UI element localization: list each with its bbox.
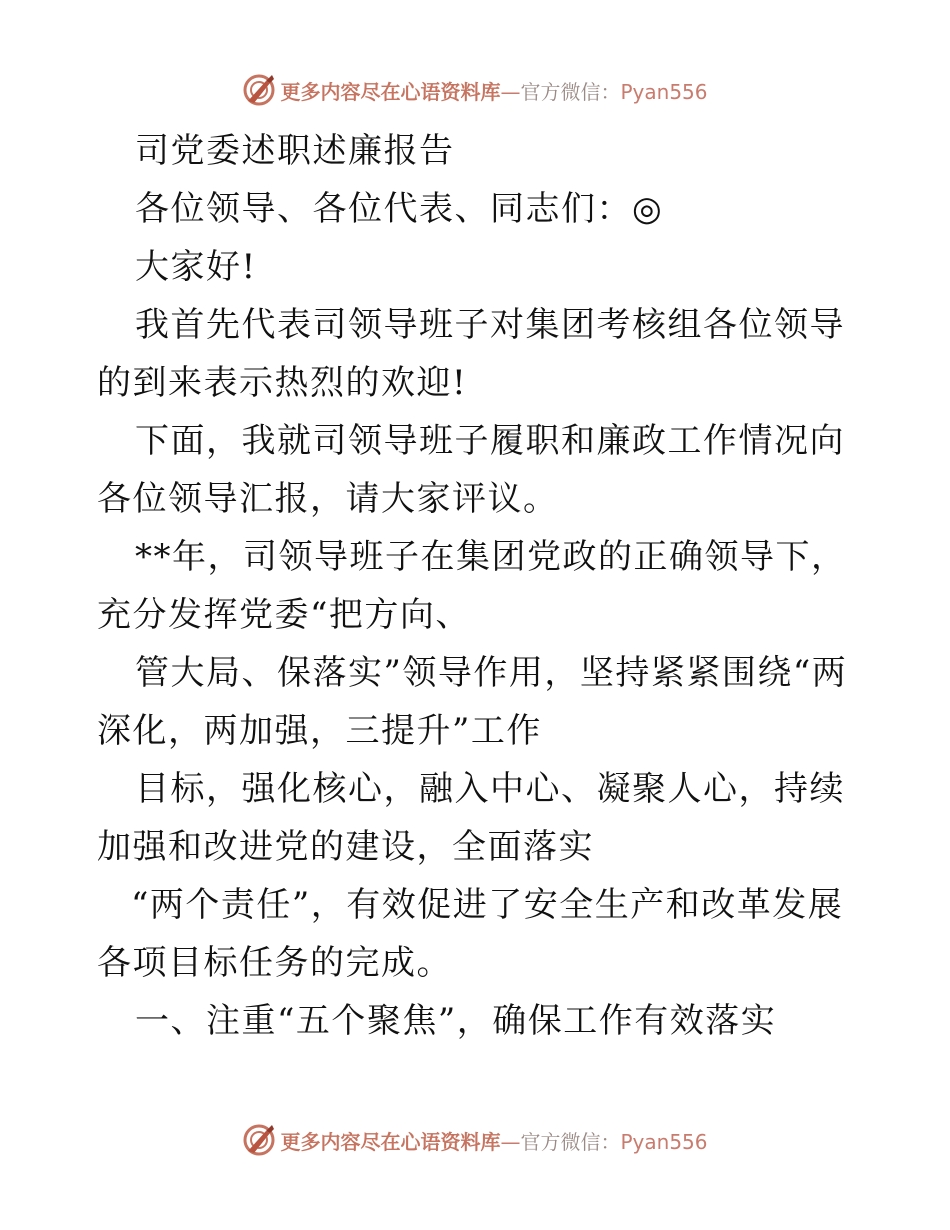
body-paragraph: 我首先代表司领导班子对集团考核组各位领导的到来表示热烈的欢迎!: [97, 305, 845, 403]
watermark-dash: —: [500, 79, 521, 104]
header-watermark: [0, 70, 950, 110]
section-heading: 一、注重“五个聚焦”，确保工作有效落实: [135, 1001, 777, 1041]
pen-circle-logo-icon: [242, 73, 276, 107]
watermark-sub: 官方微信：: [520, 1129, 621, 1154]
watermark-main: 更多内容尽在心语资料库: [280, 79, 501, 104]
watermark-id: Pyan556: [620, 79, 708, 104]
body-paragraph: **年，司领导班子在集团党政的正确领导下，充分发挥党委“把方向、: [97, 537, 847, 635]
body-paragraph: 下面，我就司领导班子履职和廉政工作情况向各位领导汇报，请大家评议。: [97, 421, 845, 519]
body-paragraph: 管大局、保落实”领导作用，坚持紧紧围绕“两深化，两加强，三提升”工作: [97, 653, 848, 751]
body-paragraph: 目标，强化核心，融入中心、凝聚人心，持续加强和改进党的建设，全面落实: [97, 769, 845, 867]
watermark-text: [280, 1126, 707, 1155]
salutation: 各位领导、各位代表、同志们：◎: [135, 189, 664, 229]
footer-watermark: [0, 1120, 950, 1160]
watermark-id: Pyan556: [620, 1129, 708, 1154]
document-body: [97, 122, 857, 1050]
greeting: 大家好!: [135, 247, 257, 287]
watermark-text: [280, 76, 707, 105]
watermark-dash: —: [500, 1129, 521, 1154]
pen-circle-logo-icon: [242, 1123, 276, 1157]
watermark-main: 更多内容尽在心语资料库: [280, 1129, 501, 1154]
report-title: 司党委述职述廉报告: [135, 131, 455, 171]
body-paragraph: “两个责任”，有效促进了安全生产和改革发展各项目标任务的完成。: [97, 885, 844, 983]
watermark-sub: 官方微信：: [520, 79, 621, 104]
